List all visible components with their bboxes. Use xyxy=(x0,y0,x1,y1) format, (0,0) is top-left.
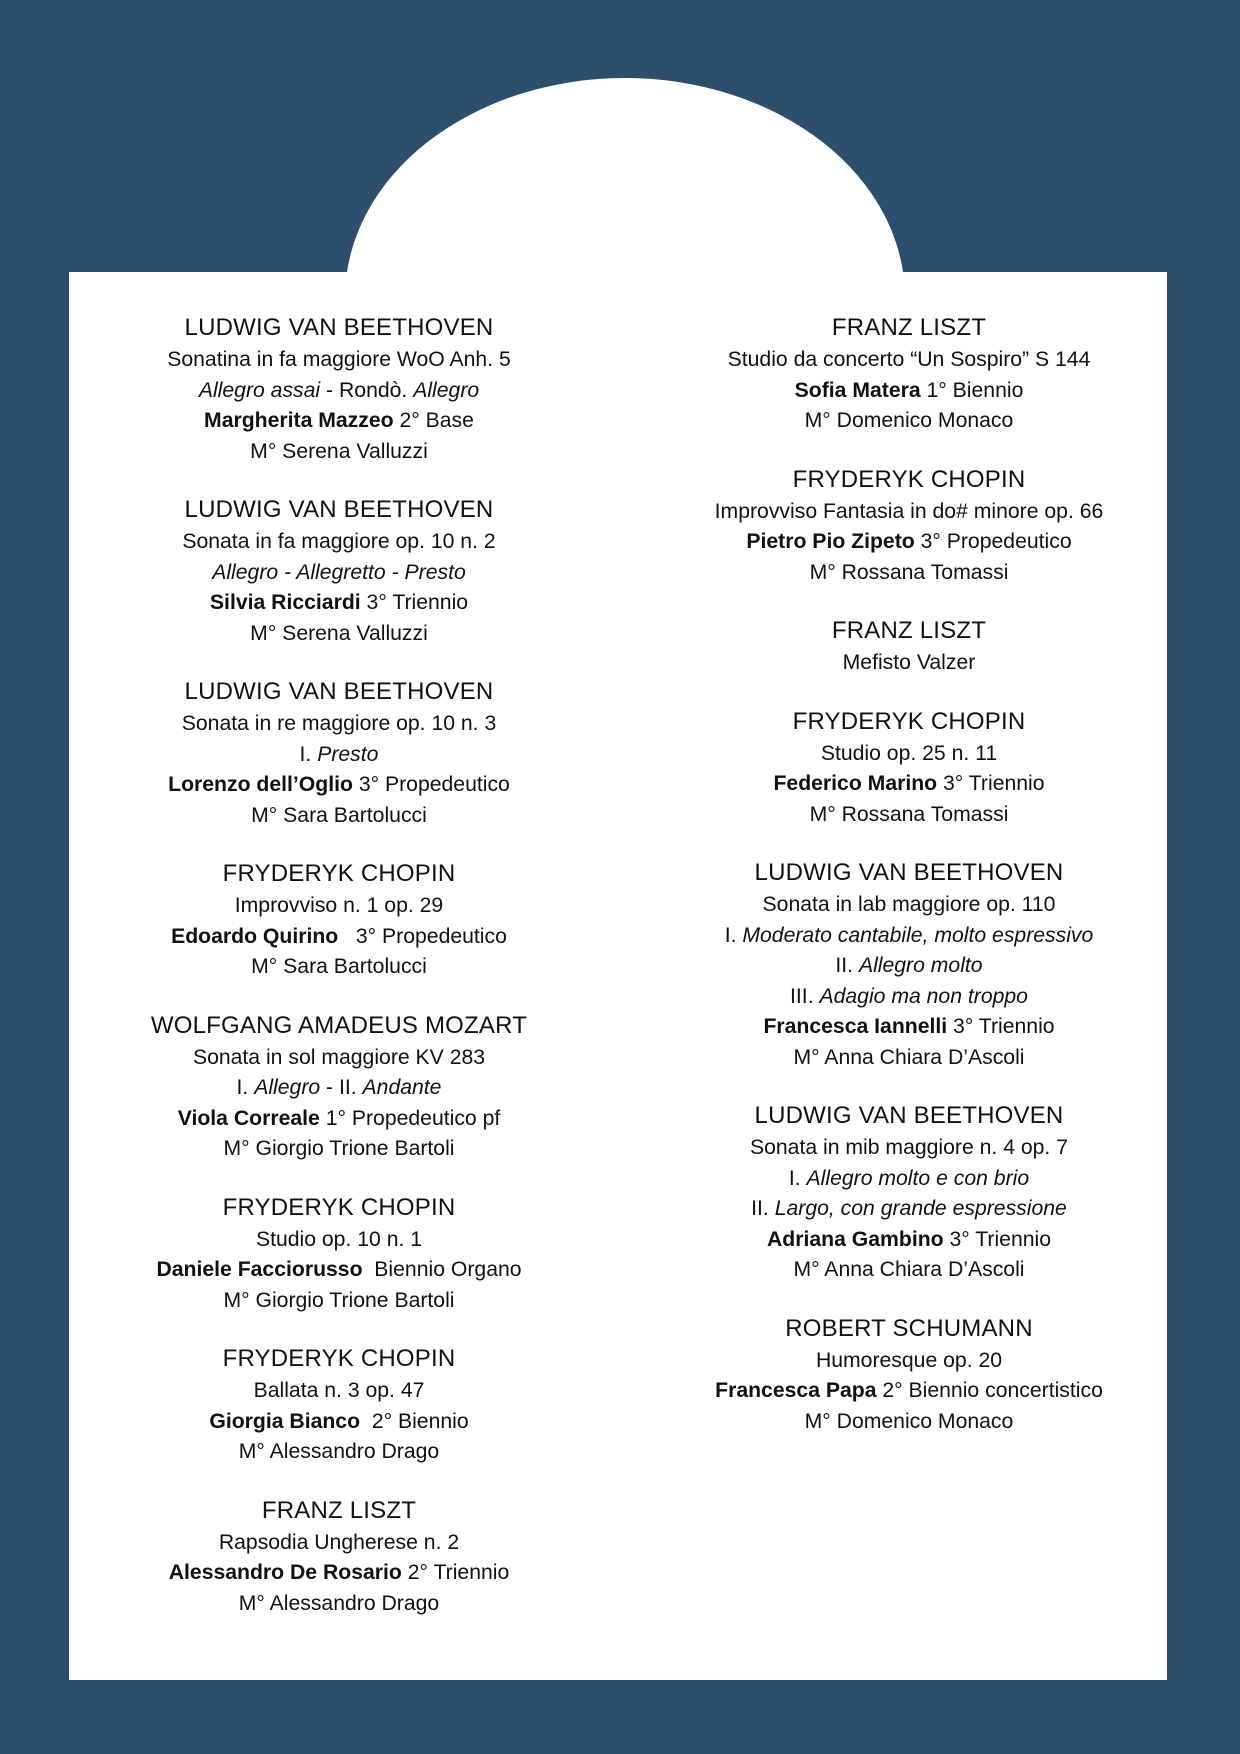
composer-name: FRANZ LISZT xyxy=(831,617,987,644)
performer-course: 2° Biennio concertistico xyxy=(876,1379,1103,1402)
performer-line xyxy=(69,1407,609,1438)
program-item xyxy=(639,857,1179,1073)
teacher-name: M° Sara Bartolucci xyxy=(251,955,427,978)
performer-course: 2° Biennio xyxy=(360,1409,469,1433)
performer-line xyxy=(69,1558,609,1589)
movements-line xyxy=(69,558,609,589)
work-title: Sonata in re maggiore op. 10 n. 3 xyxy=(181,712,497,735)
performer-course: 3° Propedeutico xyxy=(914,530,1072,553)
performer-name: Sofia Matera xyxy=(794,378,921,402)
composer-name: LUDWIG VAN BEETHOVEN xyxy=(184,678,494,705)
program-column-left xyxy=(69,312,609,1646)
composer-name: ROBERT SCHUMANN xyxy=(785,1314,1033,1342)
performer-line xyxy=(69,588,609,619)
work-title: Rapsodia Ungherese n. 2 xyxy=(218,1530,460,1554)
movement-text: Allegro molto xyxy=(858,954,983,977)
program-item xyxy=(639,706,1179,831)
program-item xyxy=(69,312,609,467)
performer-course: 3° Triennio xyxy=(943,1227,1051,1251)
teacher-name: M° Giorgio Trione Bartoli xyxy=(223,1137,455,1160)
composer-name: FRYDERYK CHOPIN xyxy=(222,860,456,887)
program-item xyxy=(639,1100,1179,1286)
work-title: Mefisto Valzer xyxy=(842,651,976,674)
movement-text: Largo, con grande espressione xyxy=(774,1197,1067,1220)
teacher-name: M° Serena Valluzzi xyxy=(250,439,428,463)
movement-text: I. xyxy=(724,923,743,947)
performer-line xyxy=(69,1104,609,1135)
composer-name: FRYDERYK CHOPIN xyxy=(792,707,1026,735)
composer-name: FRANZ LISZT xyxy=(831,314,987,341)
teacher-name: M° Sara Bartolucci xyxy=(251,803,427,827)
performer-line xyxy=(639,769,1179,800)
work-title: Studio op. 10 n. 1 xyxy=(255,1227,423,1251)
program-column-right xyxy=(639,312,1179,1464)
performer-line xyxy=(69,1255,609,1286)
movement-text: Allegro xyxy=(254,1076,321,1099)
movement-text: III. xyxy=(790,984,820,1008)
movement-text: Presto xyxy=(317,742,379,766)
performer-name: Pietro Pio Zipeto xyxy=(746,530,915,553)
work-title: Improvviso n. 1 op. 29 xyxy=(234,894,444,917)
performer-course: 2° Triennio xyxy=(401,1561,510,1584)
work-title: Sonata in fa maggiore op. 10 n. 2 xyxy=(182,530,496,553)
movement-text: - II. xyxy=(320,1076,363,1099)
movements-line xyxy=(69,376,609,407)
performer-name: Daniele Facciorusso xyxy=(156,1258,363,1281)
composer-name: LUDWIG VAN BEETHOVEN xyxy=(184,496,494,523)
composer-name: LUDWIG VAN BEETHOVEN xyxy=(184,314,494,341)
performer-line xyxy=(639,1376,1179,1407)
performer-course: 3° Propedeutico xyxy=(338,924,507,948)
movement-text: - Rondò. xyxy=(320,378,414,402)
performer-line xyxy=(69,922,609,953)
movement-text: Allegro assai xyxy=(198,378,321,402)
movement-text: II. xyxy=(835,954,859,977)
composer-name: LUDWIG VAN BEETHOVEN xyxy=(754,1102,1064,1129)
movement-text: II. xyxy=(751,1197,775,1220)
performer-name: Federico Marino xyxy=(773,772,938,795)
work-title: Sonata in mib maggiore n. 4 op. 7 xyxy=(749,1136,1068,1159)
performer-course: 1° Biennio xyxy=(920,378,1024,402)
performer-name: Francesca Iannelli xyxy=(763,1015,948,1038)
composer-name: WOLFGANG AMADEUS MOZART xyxy=(150,1011,528,1039)
performer-course: 2° Base xyxy=(393,409,474,432)
teacher-name: M° Anna Chiara D’Ascoli xyxy=(793,1258,1025,1281)
teacher-name: M° Rossana Tomassi xyxy=(809,560,1009,584)
performer-line xyxy=(69,770,609,801)
teacher-name: M° Alessandro Drago xyxy=(238,1440,440,1463)
work-title: Studio da concerto “Un Sospiro” S 144 xyxy=(727,348,1091,371)
program-item xyxy=(639,615,1179,679)
performer-line xyxy=(69,406,609,437)
teacher-name: M° Serena Valluzzi xyxy=(250,621,428,645)
performer-name: Lorenzo dell’Oglio xyxy=(168,773,353,796)
performer-name: Alessandro De Rosario xyxy=(168,1561,402,1584)
movements-line xyxy=(639,1194,1179,1225)
movement-text: Allegro xyxy=(413,378,480,402)
performer-name: Silvia Ricciardi xyxy=(209,591,361,614)
teacher-name: M° Rossana Tomassi xyxy=(809,802,1009,826)
movement-text: Allegro - Allegretto - Presto xyxy=(212,560,466,584)
teacher-name: M° Giorgio Trione Bartoli xyxy=(223,1288,455,1312)
work-title: Sonatina in fa maggiore WoO Anh. 5 xyxy=(167,348,511,371)
work-title: Ballata n. 3 op. 47 xyxy=(253,1379,425,1402)
teacher-name: M° Domenico Monaco xyxy=(804,409,1014,432)
performer-course: Biennio Organo xyxy=(362,1258,522,1281)
program-item xyxy=(69,1192,609,1317)
work-title: Humoresque op. 20 xyxy=(815,1348,1003,1372)
movements-line xyxy=(639,921,1179,952)
program-item xyxy=(639,1313,1179,1438)
program-item xyxy=(639,312,1179,437)
movement-text: I. xyxy=(299,742,318,766)
program-item xyxy=(639,464,1179,589)
program-item xyxy=(69,494,609,649)
composer-name: LUDWIG VAN BEETHOVEN xyxy=(754,859,1064,886)
teacher-name: M° Domenico Monaco xyxy=(804,1409,1014,1433)
program-item xyxy=(69,676,609,831)
program-panel xyxy=(69,272,1167,1680)
performer-course: 3° Triennio xyxy=(360,591,469,614)
performer-name: Margherita Mazzeo xyxy=(204,409,394,432)
performer-line xyxy=(639,1012,1179,1043)
work-title: Sonata in sol maggiore KV 283 xyxy=(192,1045,486,1069)
composer-name: FRYDERYK CHOPIN xyxy=(222,1345,456,1372)
performer-course: 1° Propedeutico pf xyxy=(319,1106,501,1130)
teacher-name: M° Alessandro Drago xyxy=(238,1591,440,1615)
program-item xyxy=(69,1495,609,1620)
performer-name: Viola Correale xyxy=(177,1106,320,1130)
performer-name: Giorgia Bianco xyxy=(209,1409,361,1433)
movements-line xyxy=(639,1164,1179,1195)
movement-text: Adagio ma non troppo xyxy=(819,984,1028,1008)
performer-name: Adriana Gambino xyxy=(767,1227,944,1251)
teacher-name: M° Anna Chiara D’Ascoli xyxy=(793,1045,1025,1069)
composer-name: FRYDERYK CHOPIN xyxy=(222,1193,456,1221)
program-item xyxy=(69,858,609,983)
movements-line xyxy=(639,982,1179,1013)
performer-line xyxy=(639,527,1179,558)
movements-line xyxy=(69,740,609,771)
performer-line xyxy=(639,1225,1179,1256)
work-title: Improvviso Fantasia in do# minore op. 66 xyxy=(714,499,1104,523)
performer-line xyxy=(639,376,1179,407)
movement-text: Andante xyxy=(362,1076,442,1099)
program-item xyxy=(69,1010,609,1165)
movements-line xyxy=(639,951,1179,982)
program-item xyxy=(69,1343,609,1468)
work-title: Studio op. 25 n. 11 xyxy=(820,741,998,765)
performer-course: 3° Triennio xyxy=(947,1015,1055,1038)
performer-name: Edoardo Quirino xyxy=(171,924,339,948)
movement-text: Moderato cantabile, molto espressivo xyxy=(742,923,1094,947)
performer-course: 3° Propedeutico xyxy=(352,773,510,796)
composer-name: FRANZ LISZT xyxy=(261,1496,417,1524)
performer-name: Francesca Papa xyxy=(715,1379,877,1402)
movements-line xyxy=(69,1073,609,1104)
performer-course: 3° Triennio xyxy=(937,772,1045,795)
composer-name: FRYDERYK CHOPIN xyxy=(792,465,1026,493)
movement-text: I. xyxy=(788,1166,807,1190)
work-title: Sonata in lab maggiore op. 110 xyxy=(762,893,1056,916)
movement-text: I. xyxy=(236,1076,255,1099)
movement-text: Allegro molto e con brio xyxy=(806,1166,1030,1190)
